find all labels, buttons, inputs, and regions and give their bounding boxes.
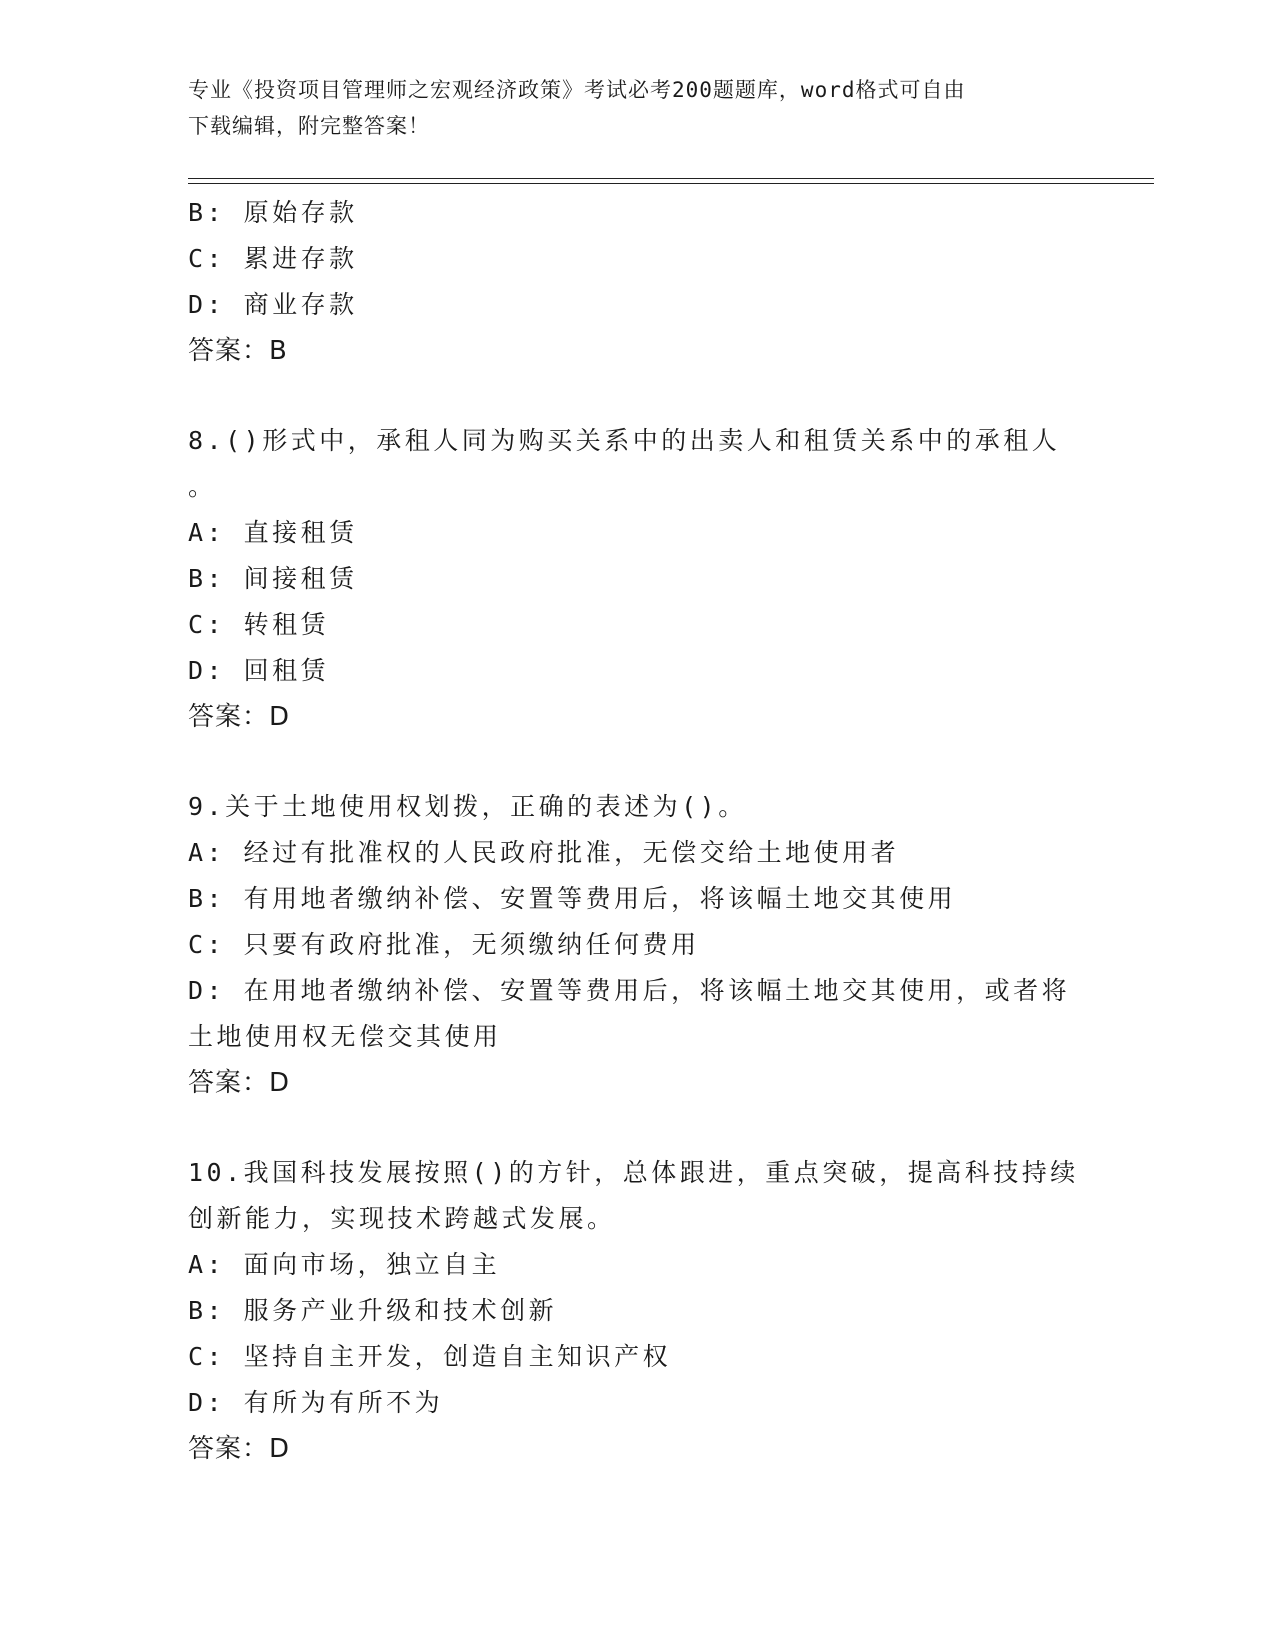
question-8 xyxy=(188,418,1088,740)
option-a: A: 面向市场，独立自主 xyxy=(188,1250,501,1279)
document-header xyxy=(188,72,1088,144)
option-b: B: 有用地者缴纳补偿、安置等费用后，将该幅土地交其使用 xyxy=(188,884,957,913)
question-stem: 10.我国科技发展按照()的方针，总体跟进，重点突破，提高科技持续 xyxy=(188,1158,1079,1187)
question-9 xyxy=(188,784,1088,1106)
option-b: B: 服务产业升级和技术创新 xyxy=(188,1296,558,1325)
option-b: B: 间接租赁 xyxy=(188,564,358,593)
spacer xyxy=(188,374,1088,418)
option-d: D: 在用地者缴纳补偿、安置等费用后，将该幅土地交其使用，或者将 xyxy=(188,976,1071,1005)
option-c: C: 坚持自主开发，创造自主知识产权 xyxy=(188,1342,672,1371)
option-a: A: 经过有批准权的人民政府批准，无偿交给土地使用者 xyxy=(188,838,900,867)
question-stem: 8.()形式中，承租人同为购买关系中的出卖人和租赁关系中的承租人 xyxy=(188,426,1061,455)
question-7-continuation xyxy=(188,190,1088,374)
option-c: C: 转租赁 xyxy=(188,610,330,639)
option-c: C: 累进存款 xyxy=(188,244,358,273)
option-b: B: 原始存款 xyxy=(188,198,358,227)
answer-label: 答案：D xyxy=(188,702,291,732)
answer-label: 答案：B xyxy=(188,336,288,366)
option-d: D: 回租赁 xyxy=(188,656,330,685)
question-stem: 9.关于土地使用权划拨，正确的表述为()。 xyxy=(188,792,747,821)
spacer xyxy=(188,1106,1088,1150)
answer-label: 答案：D xyxy=(188,1068,291,1098)
header-rule-top xyxy=(188,178,1154,179)
question-10 xyxy=(188,1150,1088,1472)
option-d-continued: 土地使用权无偿交其使用 xyxy=(188,1022,502,1051)
option-d: D: 商业存款 xyxy=(188,290,358,319)
header-rule-bottom xyxy=(188,183,1154,184)
answer-label: 答案：D xyxy=(188,1434,291,1464)
option-a: A: 直接租赁 xyxy=(188,518,358,547)
spacer xyxy=(188,740,1088,784)
document-body xyxy=(188,190,1088,1472)
question-stem-continued: 。 xyxy=(188,472,217,501)
option-d: D: 有所为有所不为 xyxy=(188,1388,444,1417)
header-line-1: 专业《投资项目管理师之宏观经济政策》考试必考200题题库，word格式可自由 xyxy=(188,78,966,102)
question-stem-continued: 创新能力，实现技术跨越式发展。 xyxy=(188,1204,616,1233)
header-line-2: 下载编辑，附完整答案！ xyxy=(188,114,430,138)
option-c: C: 只要有政府批准，无须缴纳任何费用 xyxy=(188,930,700,959)
